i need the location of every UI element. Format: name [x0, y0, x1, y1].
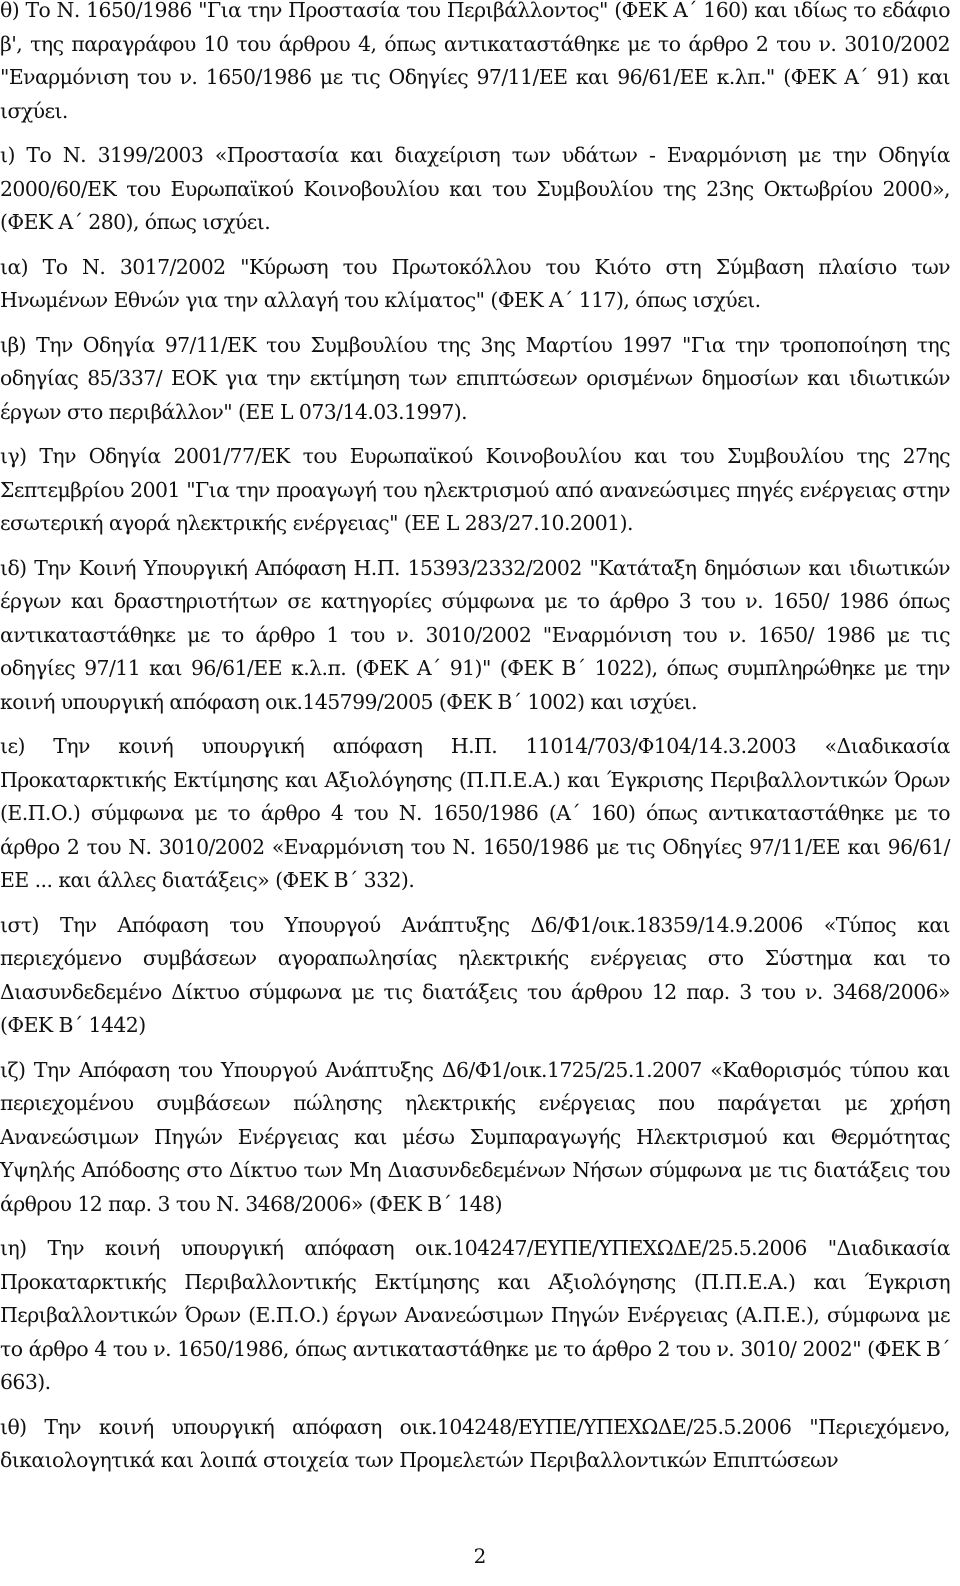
page-number: 2 — [473, 1544, 487, 1568]
paragraph-iota-beta: ιβ) Την Οδηγία 97/11/ΕΚ του Συμβουλίου της 3ης Μαρτίου 1997 "Για την τροποποίηση της οδηγίας 85/337/ ΕΟΚ για την εκτίμηση των επιπτώσεων ορισμένων δημοσίων και ιδιωτικών έργων στο περιβάλλον" (ΕΕ L 073/14.03.1997). — [0, 332, 950, 424]
paragraph-iota-gamma: ιγ) Την Οδηγία 2001/77/ΕΚ του Ευρωπαϊκού Κοινοβουλίου και του Συμβουλίου της 27ης Σεπτεμβρίου 2001 "Για την προαγωγή του ηλεκτρισμού από ανανεώσιμες πηγές ενέργειας στην εσωτερική αγορά ηλεκτρικής ενέργειας" (ΕΕ L 283/27.10.2001). — [0, 444, 950, 535]
paragraph-theta: θ) Το Ν. 1650/1986 "Για την Προστασία του Περιβάλλοντος" (ΦΕΚ Α΄ 160) και ιδίως το εδάφιο β', της παραγράφου 10 του άρθρου 4, όπως αντικαταστάθηκε με το άρθρο 2 του ν. 3010/2002 "Εναρμόνιση του ν. 1650/1986 με τις Οδηγίες 97/11/ΕΕ και 96/61/ΕΕ κ.λπ." (ΦΕΚ Α΄ 91) και ισχύει. — [0, 0, 950, 123]
paragraph-iota-theta: ιθ) Την κοινή υπουργική απόφαση οικ.104248/ΕΥΠΕ/ΥΠΕΧΩΔΕ/25.5.2006 "Περιεχόμενο, δικαιολογητικά και λοιπά στοιχεία των Προμελετών Περιβαλλοντικών Επιπτώσεων — [0, 1414, 950, 1472]
paragraph-iota-epsilon: ιε) Την κοινή υπουργική απόφαση Η.Π. 11014/703/Φ104/14.3.2003 «Διαδικασία Προκαταρκτικής Εκτίμησης και Αξιολόγησης (Π.Π.Ε.Α.) και Έγκρισης Περιβαλλοντικών Όρων (Ε.Π.Ο.) σύμφωνα με το άρθρο 4 του Ν. 1650/1986 (Α΄ 160) όπως αντικαταστάθηκε με το άρθρο 2 του Ν. 3010/2002 «Εναρμόνιση του Ν. 1650/1986 με τις Οδηγίες 97/11/ΕΕ και 96/61/ΕΕ ... και άλλες διατάξεις» (ΦΕΚ Β΄ 332). — [0, 734, 950, 892]
paragraph-iota-stigma: ιστ) Την Απόφαση του Υπουργού Ανάπτυξης Δ6/Φ1/οικ.18359/14.9.2006 «Τύπος και περιεχόμενο συμβάσεων αγοραπωλησίας ηλεκτρικής ενέργειας στο Σύστημα και το Διασυνδεδεμένο Δίκτυο σύμφωνα με τις διατάξεις του άρθρου 12 παρ. 3 του ν. 3468/2006» (ΦΕΚ Β΄ 1442) — [0, 912, 950, 1037]
paragraph-iota-eta: ιη) Την κοινή υπουργική απόφαση οικ.104247/ΕΥΠΕ/ΥΠΕΧΩΔΕ/25.5.2006 "Διαδικασία Προκαταρκτικής Περιβαλλοντικής Εκτίμησης και Αξιολόγησης (Π.Π.Ε.Α.) και Έγκριση Περιβαλλοντικών Όρων (Ε.Π.Ο.) έργων Ανανεώσιμων Πηγών Ενέργειας (Α.Π.Ε.), σύμφωνα με το άρθρο 4 του ν. 1650/1986, όπως αντικαταστάθηκε με το άρθρο 2 του ν. 3010/ 2002" (ΦΕΚ Β΄ 663). — [0, 1236, 950, 1394]
paragraph-iota: ι) Το Ν. 3199/2003 «Προστασία και διαχείριση των υδάτων - Εναρμόνιση με την Οδηγία 2000/60/ΕΚ του Ευρωπαϊκού Κοινοβουλίου και του Συμβουλίου της 23ης Οκτωβρίου 2000», (ΦΕΚ Α΄ 280), όπως ισχύει. — [0, 143, 950, 234]
paragraph-iota-delta: ιδ) Την Κοινή Υπουργική Απόφαση Η.Π. 15393/2332/2002 "Κατάταξη δημόσιων και ιδιωτικών έργων και δραστηριοτήτων σε κατηγορίες σύμφωνα με το άρθρο 3 του ν. 1650/ 1986 όπως αντικαταστάθηκε με το άρθρο 1 του ν. 3010/2002 "Εναρμόνιση του ν. 1650/ 1986 με τις οδηγίες 97/11 και 96/61/ΕΕ κ.λ.π. (ΦΕΚ Α΄ 91)" (ΦΕΚ Β΄ 1022), όπως συμπληρώθηκε με την κοινή υπουργική απόφαση οικ.145799/2005 (ΦΕΚ Β΄ 1002) και ισχύει. — [0, 555, 950, 714]
paragraph-iota-alpha: ια) Το Ν. 3017/2002 "Κύρωση του Πρωτοκόλλου του Κιότο στη Σύμβαση πλαίσιο των Ηνωμένων Εθνών για την αλλαγή του κλίματος" (ΦΕΚ Α΄ 117), όπως ισχύει. — [0, 254, 950, 312]
paragraph-iota-zeta: ιζ) Την Απόφαση του Υπουργού Ανάπτυξης Δ6/Φ1/οικ.1725/25.1.2007 «Καθορισμός τύπου και περιεχομένου συμβάσεων πώλησης ηλεκτρικής ενέργειας που παράγεται με χρήση Ανανεώσιμων Πηγών Ενέργειας και μέσω Συμπαραγωγής Ηλεκτρισμού και Θερμότητας Υψηλής Απόδοσης στο Δίκτυο των Μη Διασυνδεδεμένων Νήσων σύμφωνα με τις διατάξεις του άρθρου 12 παρ. 3 του Ν. 3468/2006» (ΦΕΚ Β΄ 148) — [0, 1057, 950, 1216]
